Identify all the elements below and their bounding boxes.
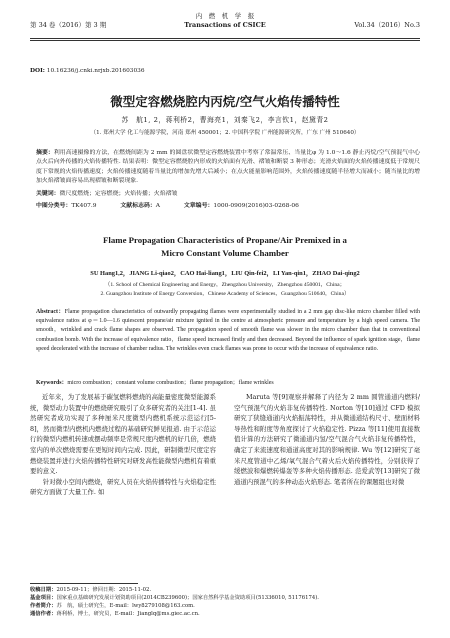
class-number: 中图分类号：TK407.9 — [36, 202, 97, 209]
title-cn: 微型定容燃烧腔内丙烷/空气火焰传播特性 — [110, 94, 340, 109]
running-header — [30, 8, 420, 38]
authors-cn: 苏 航1, 2，蒋利桥2，曹海亮1，刘秦飞2，李言钦1，赵黛青2 — [121, 116, 329, 124]
keywords-cn-label: 关键词： — [36, 190, 60, 197]
abstract-en-label: Abstract： — [36, 309, 65, 315]
journal-name-en: Transactions of CSICE — [184, 21, 266, 29]
affiliation-en-1: （1. School of Chemical Engineering and Energy，Zhengzhou University，Zhengzhou 450001，China； — [104, 282, 346, 288]
abstract-cn-text: 利用高速摄像的方法，在燃烧间距为 2 mm 的圆盘状微型定容燃烧装置中考察了常温常压、当量比φ 为 1.0～1.6 静止丙烷/空气预混气中心点火后向外传播的火焰传播特性. 结果表明：微型定容燃烧腔内形成的火焰面有光滑、褶皱和断裂 3 种形态；光滑火焰面的火焰传播速度低于常规尺度下常规的火焰传播速度；火焰传播速度随着当量比的增加先增大后减小；在点火能量影响范围外，火焰传播速度随半径增大而减小；随当量比的增加火焰褶皱面容易出现褶皱和断裂现象. — [36, 150, 421, 185]
body-right-text: Maruta 等[9]观察并解释了内径为 2 mm 圆管通道内燃料/空气预混气的火焰非复传播特性. Norton 等[10]通过 CFD 模拟研究了狭缝通道内火焰振荡特性，并从微通道结构尺寸、壁面材料导热性和附度等角度探讨了火焰稳定性. Pizza 等[11]使用直接数值计算的方法研究了微通道内氢/空气混合气火焰非复传播特性，确定了来流速度和通道高度对其的影响规律. Wu 等[12]研究了毫米尺度管道中乙烯/氧气混合气着火后火焰传播特性，分别获得了缓燃波和爆燃转爆轰等多种火焰传播形态. 范爱武等[13]研究了微通道内预混气的多种动态火焰形态. 笔者所在的课题组也对微 — [234, 393, 420, 486]
abstract-en-text: Flame propagation characteristics of outwardly propagating flames were experimentally studied in a 2 mm gap disc-like micro chamber filled with equivalence ratios at φ＝1.0—1.6 quiescent propane/air mixture ignited in the centre at atmospheric pressure and temperature by a high speed camera. The smooth，wrinkled and crack flame shapes are observed. The propagation speed of smooth flame was slower in the micro chamber than that in conventional combustion bomb. With the increase of equivalence ratio，flame speed increased firstly and then decreased. Beyond the influence of spark ignition stage，flame speed decelerated with the increase of chamber radius. The wrinkles even crack flames was prone to occur with the increase of equivalence ratio. — [36, 309, 421, 352]
title-en-line1: Flame Propagation Characteristics of Propane/Air Premixed in a — [103, 235, 347, 245]
volume-issue-cn: 第 34 卷（2016）第 3 期 — [30, 21, 107, 29]
body-left-text: 近年来，为了发展基于碳氢燃料燃烧的高能量密度微型能源系统，微型动力装置中的燃烧研究吸引了众多研究者的关注[1-4]. 虽然研究者成功实现了多种厘米尺度微型内燃机系统示范运行[5-8]，然而微型内燃机内燃烧过程的基础研究鲜见报道. 由于示范运行的微型内燃机转速或摆动频率是常规尺度内燃机的好几倍，燃烧室内的单次燃烧需要在更短时间内完成. 因此，研制微型尺度定容燃烧装置并进行火焰传播特性研究对研发高性能微型内燃机有着重要的意义. 针对微小空间内燃烧，研究人员在火焰传播特性与火焰稳定性研究方面做了大量工作. 如 — [30, 393, 216, 497]
keywords-en-label: Keywords： — [36, 380, 68, 386]
keywords-cn — [36, 188, 420, 197]
header-rule — [30, 38, 420, 41]
doi-value[interactable]: 10.16236/j.cnki.nrjxb.201603036 — [46, 68, 145, 74]
doi-line — [30, 68, 145, 74]
title-en — [0, 234, 450, 260]
authors-en: SU Hang1,2，JIANG Li-qiao2，CAO Hai-liang1，LIU Qin-fei2，LI Yan-qin1，ZHAO Dai-qing2 — [90, 270, 360, 277]
footnote-rule — [30, 583, 138, 584]
footnote-author: 作者简介：苏 航，硕士研究生，E-mail：lwy8279108@163.com. — [30, 603, 195, 609]
keywords-en-text: micro combustion；constant volume combustion；flame propagation；flame wrinkles — [67, 380, 274, 386]
title-en-line2: Micro Constant Volume Chamber — [161, 248, 289, 258]
volume-issue-en: Vol.34（2016）No.3 — [354, 21, 420, 29]
article-number: 文章编号：1000-0909(2016)03-0268-06 — [183, 202, 299, 209]
affiliation-en-2: 2. Guangzhou Institute of Energy Conversion，Chinese Academy of Sciences，Guangzhou 510640，China） — [100, 290, 350, 297]
body-column-right — [234, 392, 420, 487]
keywords-en — [36, 377, 420, 386]
footnotes — [30, 586, 420, 618]
document-code: 文献标志码：A — [120, 202, 161, 209]
abstract-cn — [36, 148, 420, 187]
keywords-cn-text: 微尺度燃烧；定容燃烧；火焰传播；火焰褶皱 — [59, 191, 178, 197]
body-column-left — [30, 392, 216, 498]
doi-label: DOI: — [30, 68, 45, 74]
affiliation-cn: （1. 郑州大学 化工与能源学院，河南 郑州 450001；2. 中国科学院 广州能源研究所，广东 广州 510640） — [90, 130, 360, 136]
footnote-received: 收稿日期：2015-09-11；修回日期：2015-11-02. — [30, 587, 152, 593]
classification-line — [36, 200, 420, 209]
abstract-en — [36, 308, 420, 354]
footnote-contact: 通信作者：蒋利桥，博士，研究员，E-mail：Jianglq@ms.giec.ac.cn. — [30, 611, 200, 617]
journal-name-cn: 内 燃 机 学 报 — [195, 12, 255, 20]
footnote-fund: 基金项目：国家重点基础研究发展计划资助项目(2014CB239600)；国家自然科学基金资助项目(51336010, 51176174). — [30, 595, 319, 601]
affiliation-en — [0, 281, 450, 298]
abstract-cn-label: 摘要： — [36, 149, 54, 156]
